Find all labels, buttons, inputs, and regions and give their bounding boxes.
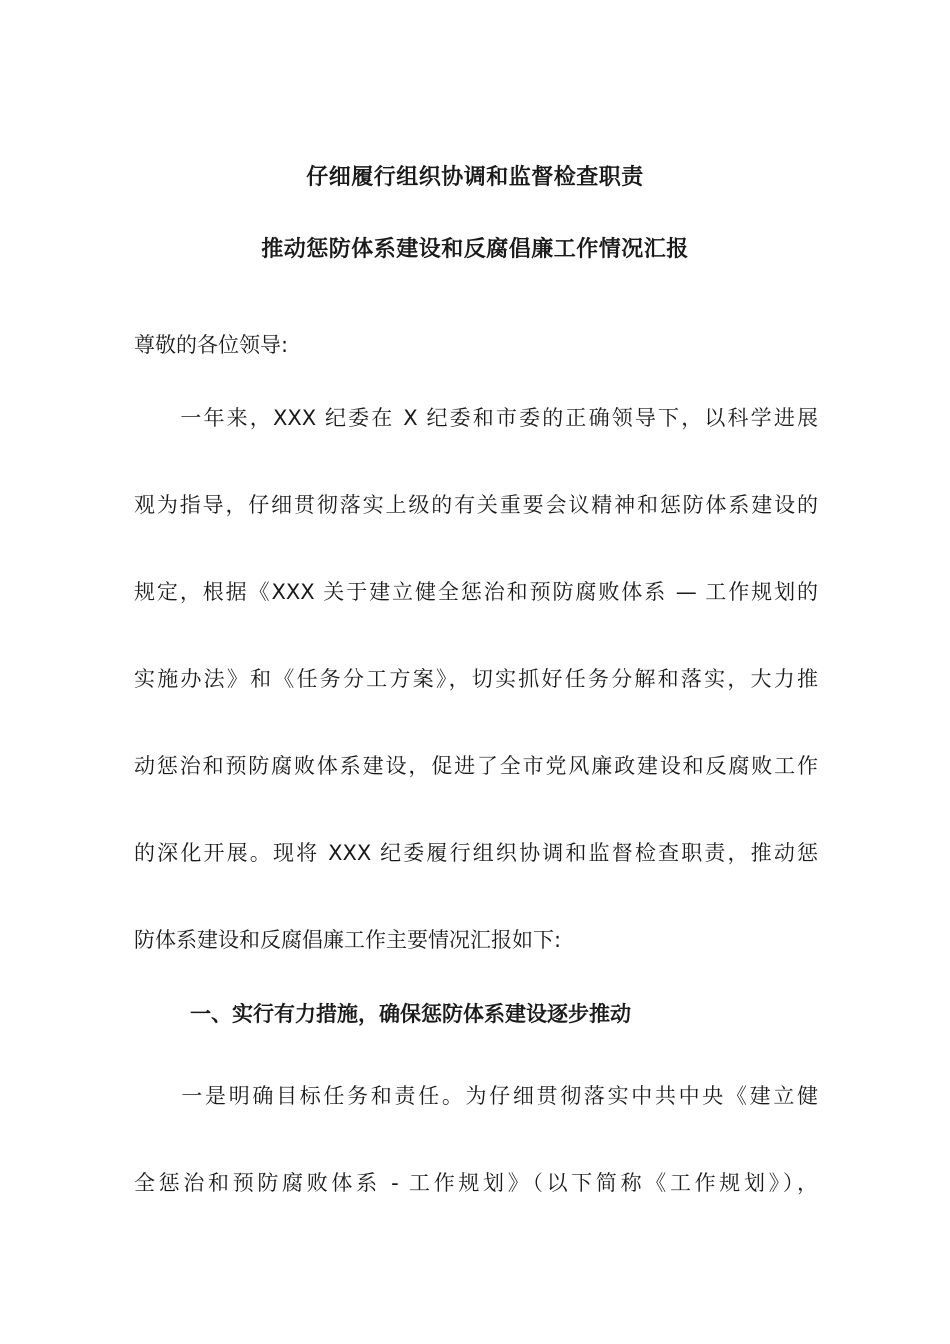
paragraph-line: 防体系建设和反腐倡廉工作主要情况汇报如下: (134, 928, 562, 952)
paragraph-line: 一年来，XXX 纪委在 X 纪委和市委的正确领导下，以科学进展 (134, 406, 818, 430)
paragraph-line: 动惩治和预防腐败体系建设，促进了全市党风廉政建设和反腐败工作 (134, 754, 818, 778)
document-title-line-1: 仔细履行组织协调和监督检查职责 (306, 165, 644, 190)
paragraph-line: 观为指导，仔细贯彻落实上级的有关重要会议精神和惩防体系建设的 (134, 493, 818, 517)
paragraph-line: 实施办法》和《任务分工方案》，切实抓好任务分解和落实，大力推 (134, 667, 818, 691)
paragraph-line: 规定，根据《XXX 关于建立健全惩治和预防腐败体系 — 工作规划的 (134, 580, 818, 604)
salutation: 尊敬的各位领导: (134, 333, 289, 357)
paragraph-line: 全惩治和预防腐败体系 - 工作规划》（以下简称《工作规划》）， (134, 1171, 818, 1195)
document-title-line-2: 推动惩防体系建设和反腐倡廉工作情况汇报 (261, 237, 689, 262)
section-heading: 一、实行有力措施，确保惩防体系建设逐步推动 (190, 1002, 631, 1026)
paragraph-line: 一是明确目标任务和责任。为仔细贯彻落实中共中央《建立健 (134, 1084, 818, 1108)
paragraph-line: 的深化开展。现将 XXX 纪委履行组织协调和监督检查职责，推动惩 (134, 841, 818, 865)
